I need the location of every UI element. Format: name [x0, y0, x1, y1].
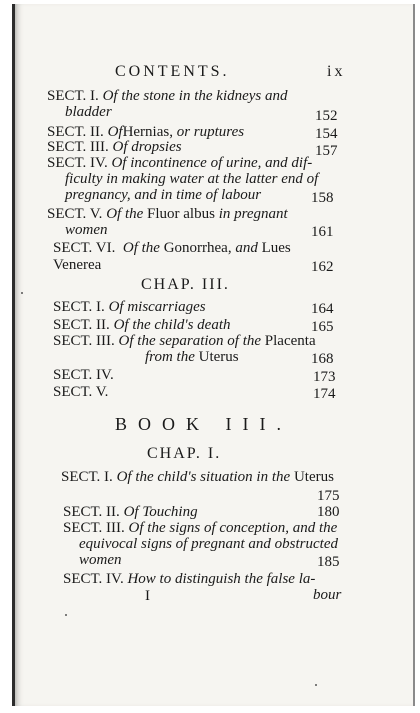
toc-page: 173 [313, 369, 336, 385]
toc-entry: SECT. IV. Of incontinence of urine, and dif- [47, 155, 313, 171]
toc-entry: SECT. IV. How to distinguish the false la- [63, 571, 316, 587]
toc-entry-cont: women [79, 552, 122, 568]
toc-entry: SECT. II. OfHernias, or ruptures [47, 124, 245, 140]
toc-entry: SECT. II. Of Touching [63, 504, 198, 520]
paper-speck [315, 684, 317, 686]
toc-page: 180 [317, 504, 340, 520]
toc-page: 185 [317, 554, 340, 570]
toc-page: 162 [311, 259, 334, 275]
toc-entry-cont: women [65, 222, 108, 238]
toc-entry: SECT. II. Of the child's death [53, 317, 231, 333]
toc-page: 161 [311, 224, 334, 240]
book-heading: BOOK III. [115, 414, 292, 434]
toc-page: 174 [313, 386, 336, 402]
paper-speck [21, 292, 23, 294]
toc-entry-cont: from the Uterus [145, 349, 239, 365]
page-title: CONTENTS. [115, 63, 230, 80]
toc-page: 165 [311, 319, 334, 335]
toc-page: 168 [311, 351, 334, 367]
toc-entry-cont: pregnancy, and in time of labour [65, 187, 262, 203]
toc-entry-cont: ficulty in making water at the latter end of [65, 171, 319, 187]
toc-page: 158 [311, 190, 334, 206]
toc-page: 164 [311, 301, 334, 317]
book-page [12, 4, 415, 706]
page-number: ix [327, 63, 346, 80]
paper-speck [65, 614, 67, 616]
toc-entry-cont: bladder [65, 104, 112, 120]
toc-page: 157 [315, 143, 338, 159]
signature-mark: I [145, 588, 150, 604]
toc-page: 154 [315, 126, 338, 142]
chapter-heading: CHAP. III. [141, 276, 230, 293]
toc-entry: SECT. I. Of the child's situation in the Uterus [61, 469, 334, 485]
toc-entry: SECT. I. Of the stone in the kidneys and [47, 88, 288, 104]
toc-page: 175 [317, 488, 340, 504]
toc-entry: SECT. III. Of the signs of conception, and the [63, 520, 338, 536]
toc-entry-cont: Venerea [53, 257, 102, 273]
toc-entry-cont: bour [313, 587, 342, 603]
toc-entry: SECT. I. Of miscarriages [53, 299, 206, 315]
toc-page: 152 [315, 108, 338, 124]
chapter-heading: CHAP. I. [147, 445, 222, 462]
toc-entry: SECT. III. Of dropsies [47, 139, 182, 155]
toc-entry: SECT. V. [53, 384, 109, 400]
toc-entry: SECT. IV. [53, 367, 114, 383]
toc-entry: SECT. III. Of the separation of the Placenta [53, 333, 316, 349]
toc-entry: SECT. VI. Of the Gonorrhea, and Lues [53, 240, 291, 256]
toc-entry-cont: equivocal signs of pregnant and obstructed [79, 536, 338, 552]
toc-entry: SECT. V. Of the Fluor albus in pregnant [47, 206, 288, 222]
